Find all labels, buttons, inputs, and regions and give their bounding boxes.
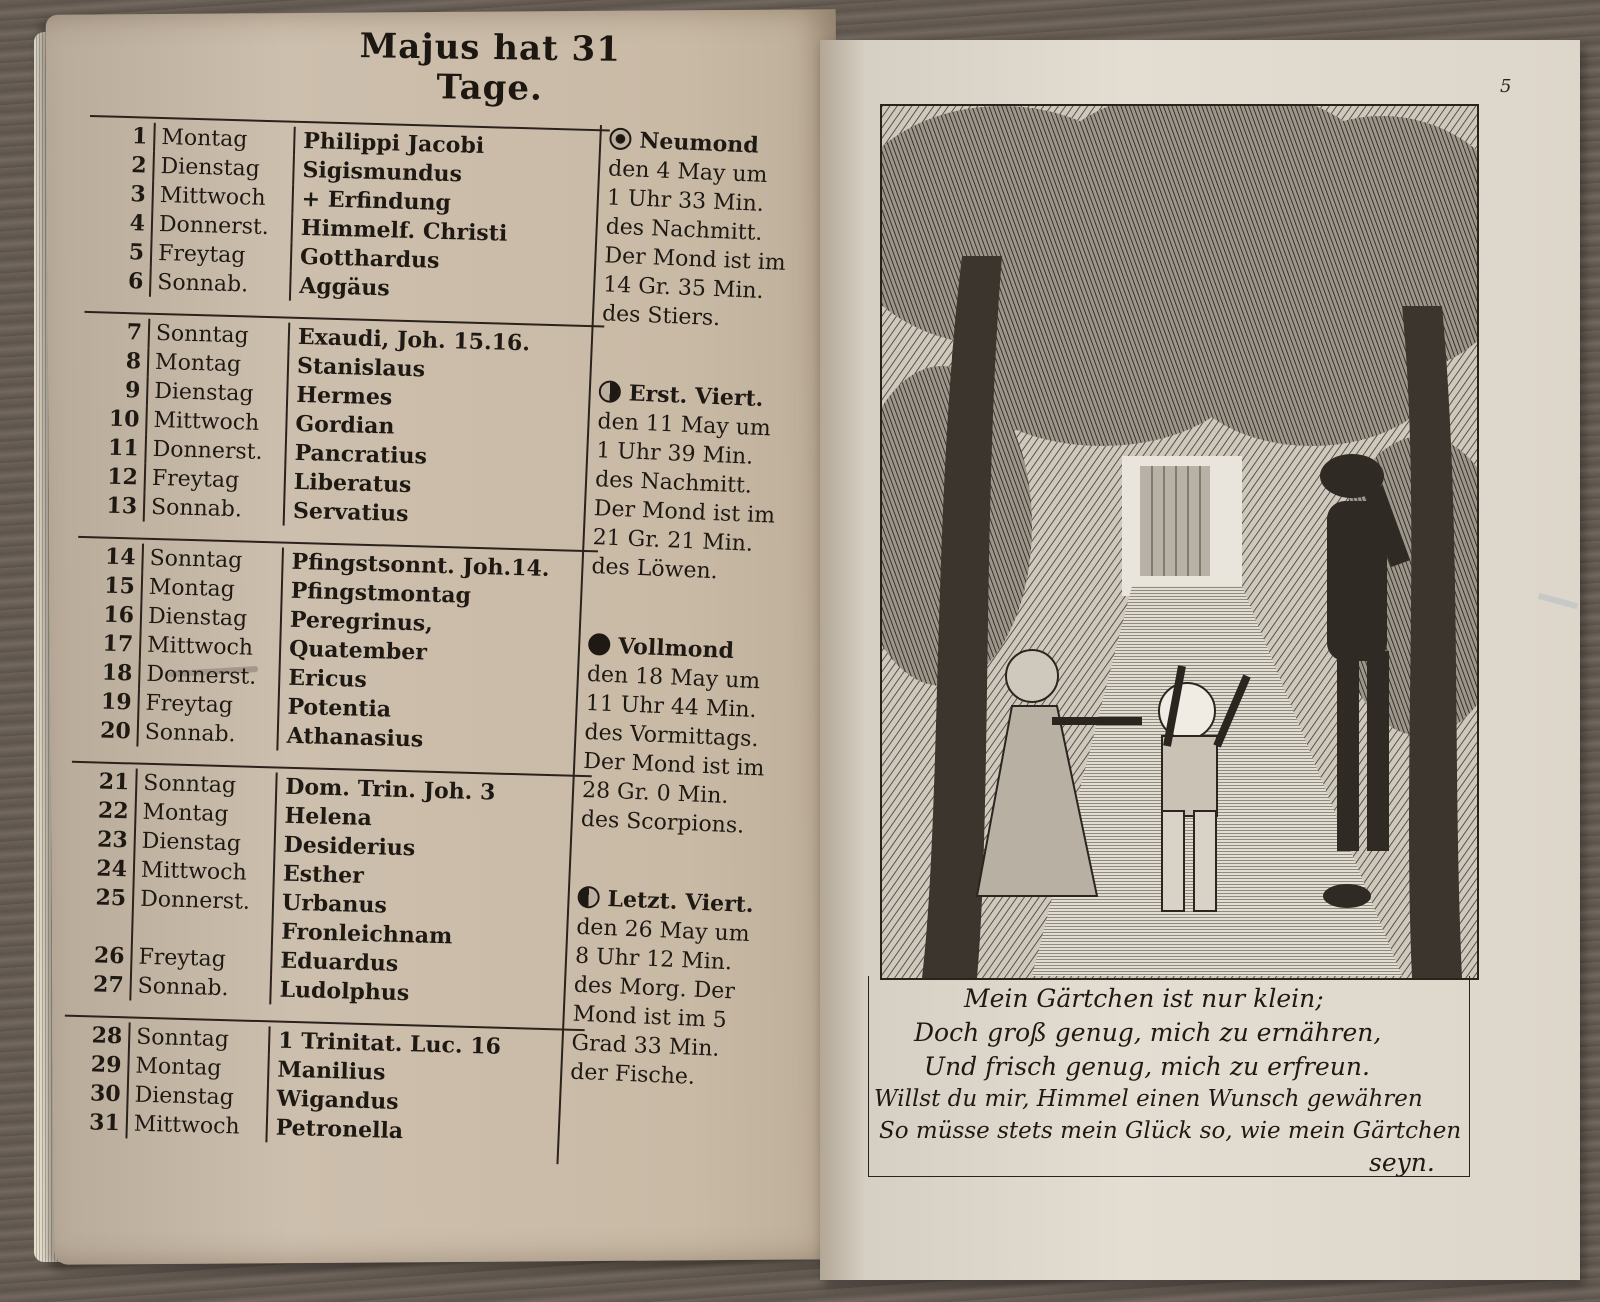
garden-scene-engraving — [882, 106, 1477, 978]
moon-last-icon — [577, 886, 600, 909]
calendar-day — [133, 914, 274, 947]
calendar-num: 31 — [61, 1108, 128, 1139]
moon-phase-entry — [580, 631, 778, 842]
calendar-num: 11 — [80, 433, 147, 464]
calendar-day: Freytag — [152, 239, 293, 272]
calendar-name: Himmelf. Christi — [300, 214, 508, 247]
moon-phase-line: 8 Uhr 12 Min. — [574, 943, 733, 976]
moon-phase-title: Vollmond — [617, 633, 735, 665]
calendar-num: 30 — [62, 1079, 129, 1110]
caption-line: Und frisch genug, mich zu erfreun. — [924, 1052, 1370, 1081]
calendar-day: Montag — [142, 573, 283, 606]
calendar-day: Mittwoch — [135, 856, 276, 889]
calendar-day: Freytag — [145, 464, 286, 497]
calendar-name: Gotthardus — [299, 243, 440, 274]
moon-phase-line: den 26 May um — [575, 914, 751, 947]
calendar-name: Ericus — [288, 664, 368, 693]
calendar-name: Liberatus — [293, 468, 412, 499]
calendar-day: Dienstag — [154, 152, 295, 185]
moon-phase-line: des Löwen. — [590, 554, 719, 585]
moon-phase-title: Letzt. Viert. — [607, 886, 755, 919]
calendar-day: Freytag — [132, 943, 273, 976]
calendar-num: 14 — [77, 542, 144, 573]
calendar-name: Aggäus — [298, 272, 391, 302]
calendar-day: Dienstag — [128, 1080, 269, 1113]
calendar-num: 2 — [88, 150, 155, 181]
calendar-week — [72, 536, 598, 769]
moon-phase-line: den 4 May um — [607, 156, 768, 189]
moon-phase-line: des Stiers. — [601, 301, 721, 332]
moon-phase-line: den 11 May um — [597, 409, 772, 442]
calendar-num: 8 — [83, 346, 150, 377]
moon-phase-line: 1 Uhr 33 Min. — [606, 185, 765, 217]
calendar-name: Desiderius — [283, 831, 416, 862]
calendar-num: 23 — [69, 825, 136, 856]
calendar-day: Sonntag — [143, 544, 284, 577]
calendar-day: Sonnab. — [151, 268, 292, 301]
calendar-name: Esther — [282, 860, 365, 889]
calendar-num: 3 — [87, 179, 154, 210]
calendar-num: 13 — [79, 491, 146, 522]
calendar-day: Mittwoch — [127, 1109, 268, 1142]
calendar-day: Mittwoch — [141, 631, 282, 664]
calendar-num: 18 — [74, 658, 141, 689]
moon-phase-line: 1 Uhr 39 Min. — [595, 438, 754, 470]
moon-phase-line: den 18 May um — [586, 661, 761, 695]
calendar-name: Quatember — [288, 635, 428, 666]
calendar-day: Sonntag — [137, 769, 278, 802]
caption-line: Willst du mir, Himmel einen Wunsch gewähren — [874, 1086, 1423, 1112]
calendar-day: Montag — [149, 348, 290, 381]
calendar-num: 21 — [71, 767, 138, 798]
calendar-num: 17 — [75, 629, 142, 660]
calendar-day: Sonnab. — [145, 493, 286, 526]
moon-phase-line: Grad 33 Min. — [571, 1030, 720, 1062]
calendar-week — [85, 115, 610, 319]
calendar-name: Manilius — [277, 1056, 386, 1086]
moon-phase-line: der Fische. — [569, 1059, 696, 1090]
moon-phase-line: des Nachmitt. — [605, 214, 763, 246]
calendar-day: Mittwoch — [153, 181, 294, 214]
moon-phase-line: 11 Uhr 44 Min. — [585, 690, 758, 724]
moon-phase-line: des Vormittags. — [584, 719, 760, 753]
moon-phase-entry — [601, 125, 799, 336]
page-number: 5 — [1500, 76, 1512, 97]
caption-line: So müsse stets mein Glück so, wie mein Gärtchen — [879, 1118, 1462, 1144]
calendar-name: Sigismundus — [302, 156, 463, 188]
moon-phase-line: Mond ist im 5 — [572, 1001, 728, 1034]
calendar-day: Montag — [136, 798, 277, 831]
calendar-name: Dom. Trin. Joh. 3 — [284, 773, 496, 806]
calendar-day: Donnerst. — [140, 660, 281, 693]
engraving-caption-poem — [868, 976, 1470, 1177]
page-title: Majus hat 31 Tage. — [359, 26, 622, 109]
calendar-day: Dienstag — [135, 827, 276, 860]
calendar-name: Wigandus — [276, 1085, 400, 1115]
calendar-num: 15 — [76, 571, 143, 602]
moon-new-icon — [609, 127, 632, 150]
caption-line: Mein Gärtchen ist nur klein; — [964, 984, 1324, 1013]
moon-phase-entry — [570, 884, 768, 1095]
calendar-name: Eduardus — [280, 947, 399, 977]
calendar-table — [61, 115, 610, 1167]
calendar-num — [67, 912, 134, 943]
calendar-num: 7 — [84, 317, 151, 348]
moon-phase-title: Erst. Viert. — [628, 380, 764, 413]
calendar-name: Helena — [284, 802, 373, 832]
engraving-illustration — [880, 104, 1479, 980]
calendar-name: 1 Trinitat. Luc. 16 — [277, 1027, 502, 1060]
calendar-day: Donnerst. — [146, 435, 287, 468]
moon-phase-entry — [591, 378, 789, 589]
calendar-num: 16 — [76, 600, 143, 631]
calendar-day: Donnerst. — [153, 210, 294, 243]
calendar-num: 19 — [73, 687, 140, 718]
calendar-week — [65, 761, 592, 1023]
calendar-num: 12 — [80, 462, 147, 493]
calendar-num: 4 — [87, 208, 154, 239]
moon-phase-line: des Nachmitt. — [594, 467, 753, 499]
calendar-day: Montag — [155, 123, 296, 156]
calendar-day: Sonnab. — [138, 718, 279, 751]
calendar-week — [61, 1015, 584, 1161]
moon-full-icon — [588, 633, 611, 656]
calendar-name: Hermes — [295, 381, 393, 411]
calendar-num: 20 — [72, 716, 139, 747]
calendar-name: Philippi Jacobi — [302, 127, 485, 160]
moon-first-icon — [598, 380, 621, 403]
caption-line: seyn. — [1369, 1148, 1435, 1177]
moon-phase-line: Der Mond ist im — [582, 748, 765, 782]
calendar-name: Potentia — [287, 693, 392, 723]
calendar-day: Dienstag — [142, 602, 283, 635]
calendar-name: Pancratius — [294, 439, 428, 470]
calendar-name: Servatius — [292, 497, 409, 528]
calendar-name: Pfingstsonnt. Joh.14. — [291, 548, 550, 583]
calendar-num: 29 — [63, 1050, 130, 1081]
calendar-name: Ludolphus — [279, 976, 410, 1007]
calendar-num: 10 — [81, 404, 148, 435]
calendar-num: 9 — [82, 375, 149, 406]
calendar-num: 25 — [68, 883, 135, 914]
moon-phase-line: 28 Gr. 0 Min. — [581, 777, 729, 809]
moon-phase-line: Der Mond ist im — [604, 243, 787, 276]
moon-phase-line: des Scorpions. — [580, 806, 745, 839]
calendar-num: 5 — [86, 237, 153, 268]
calendar-name: Athanasius — [286, 722, 424, 753]
calendar-day: Sonnab. — [131, 972, 272, 1005]
calendar-name: Peregrinus, — [289, 606, 434, 637]
calendar-name: Urbanus — [281, 889, 388, 919]
calendar-name: Exaudi, Joh. 15.16. — [297, 323, 531, 357]
calendar-num: 22 — [70, 796, 137, 827]
calendar-name: Stanislaus — [296, 352, 426, 383]
moon-phase-line: 21 Gr. 21 Min. — [592, 525, 754, 557]
caption-line: Doch groß genug, mich zu ernähren, — [914, 1018, 1382, 1047]
calendar-num: 26 — [66, 941, 133, 972]
calendar-day: Mittwoch — [147, 406, 288, 439]
calendar-name: Fronleichnam — [280, 918, 453, 950]
calendar-name: Petronella — [275, 1114, 404, 1145]
calendar-day: Donnerst. — [134, 885, 275, 918]
moon-phase-line: 14 Gr. 35 Min. — [602, 272, 765, 304]
calendar-week — [78, 311, 604, 544]
calendar-num: 24 — [69, 854, 136, 885]
calendar-day: Sonntag — [130, 1022, 271, 1055]
calendar-day: Freytag — [139, 689, 280, 722]
moon-phase-title: Neumond — [638, 127, 760, 159]
moon-phase-line: Der Mond ist im — [593, 496, 776, 529]
calendar-num: 1 — [89, 121, 156, 152]
moon-phase-line: des Morg. Der — [573, 972, 736, 1005]
calendar-name: + Erfindung — [301, 185, 452, 217]
calendar-num: 6 — [85, 266, 152, 297]
calendar-num: 28 — [64, 1021, 131, 1052]
calendar-day: Dienstag — [148, 377, 289, 410]
calendar-day: Montag — [129, 1051, 270, 1084]
calendar-name: Pfingstmontag — [290, 577, 472, 609]
calendar-name: Gordian — [295, 410, 395, 440]
calendar-day: Sonntag — [150, 319, 291, 352]
calendar-num: 27 — [65, 970, 132, 1001]
